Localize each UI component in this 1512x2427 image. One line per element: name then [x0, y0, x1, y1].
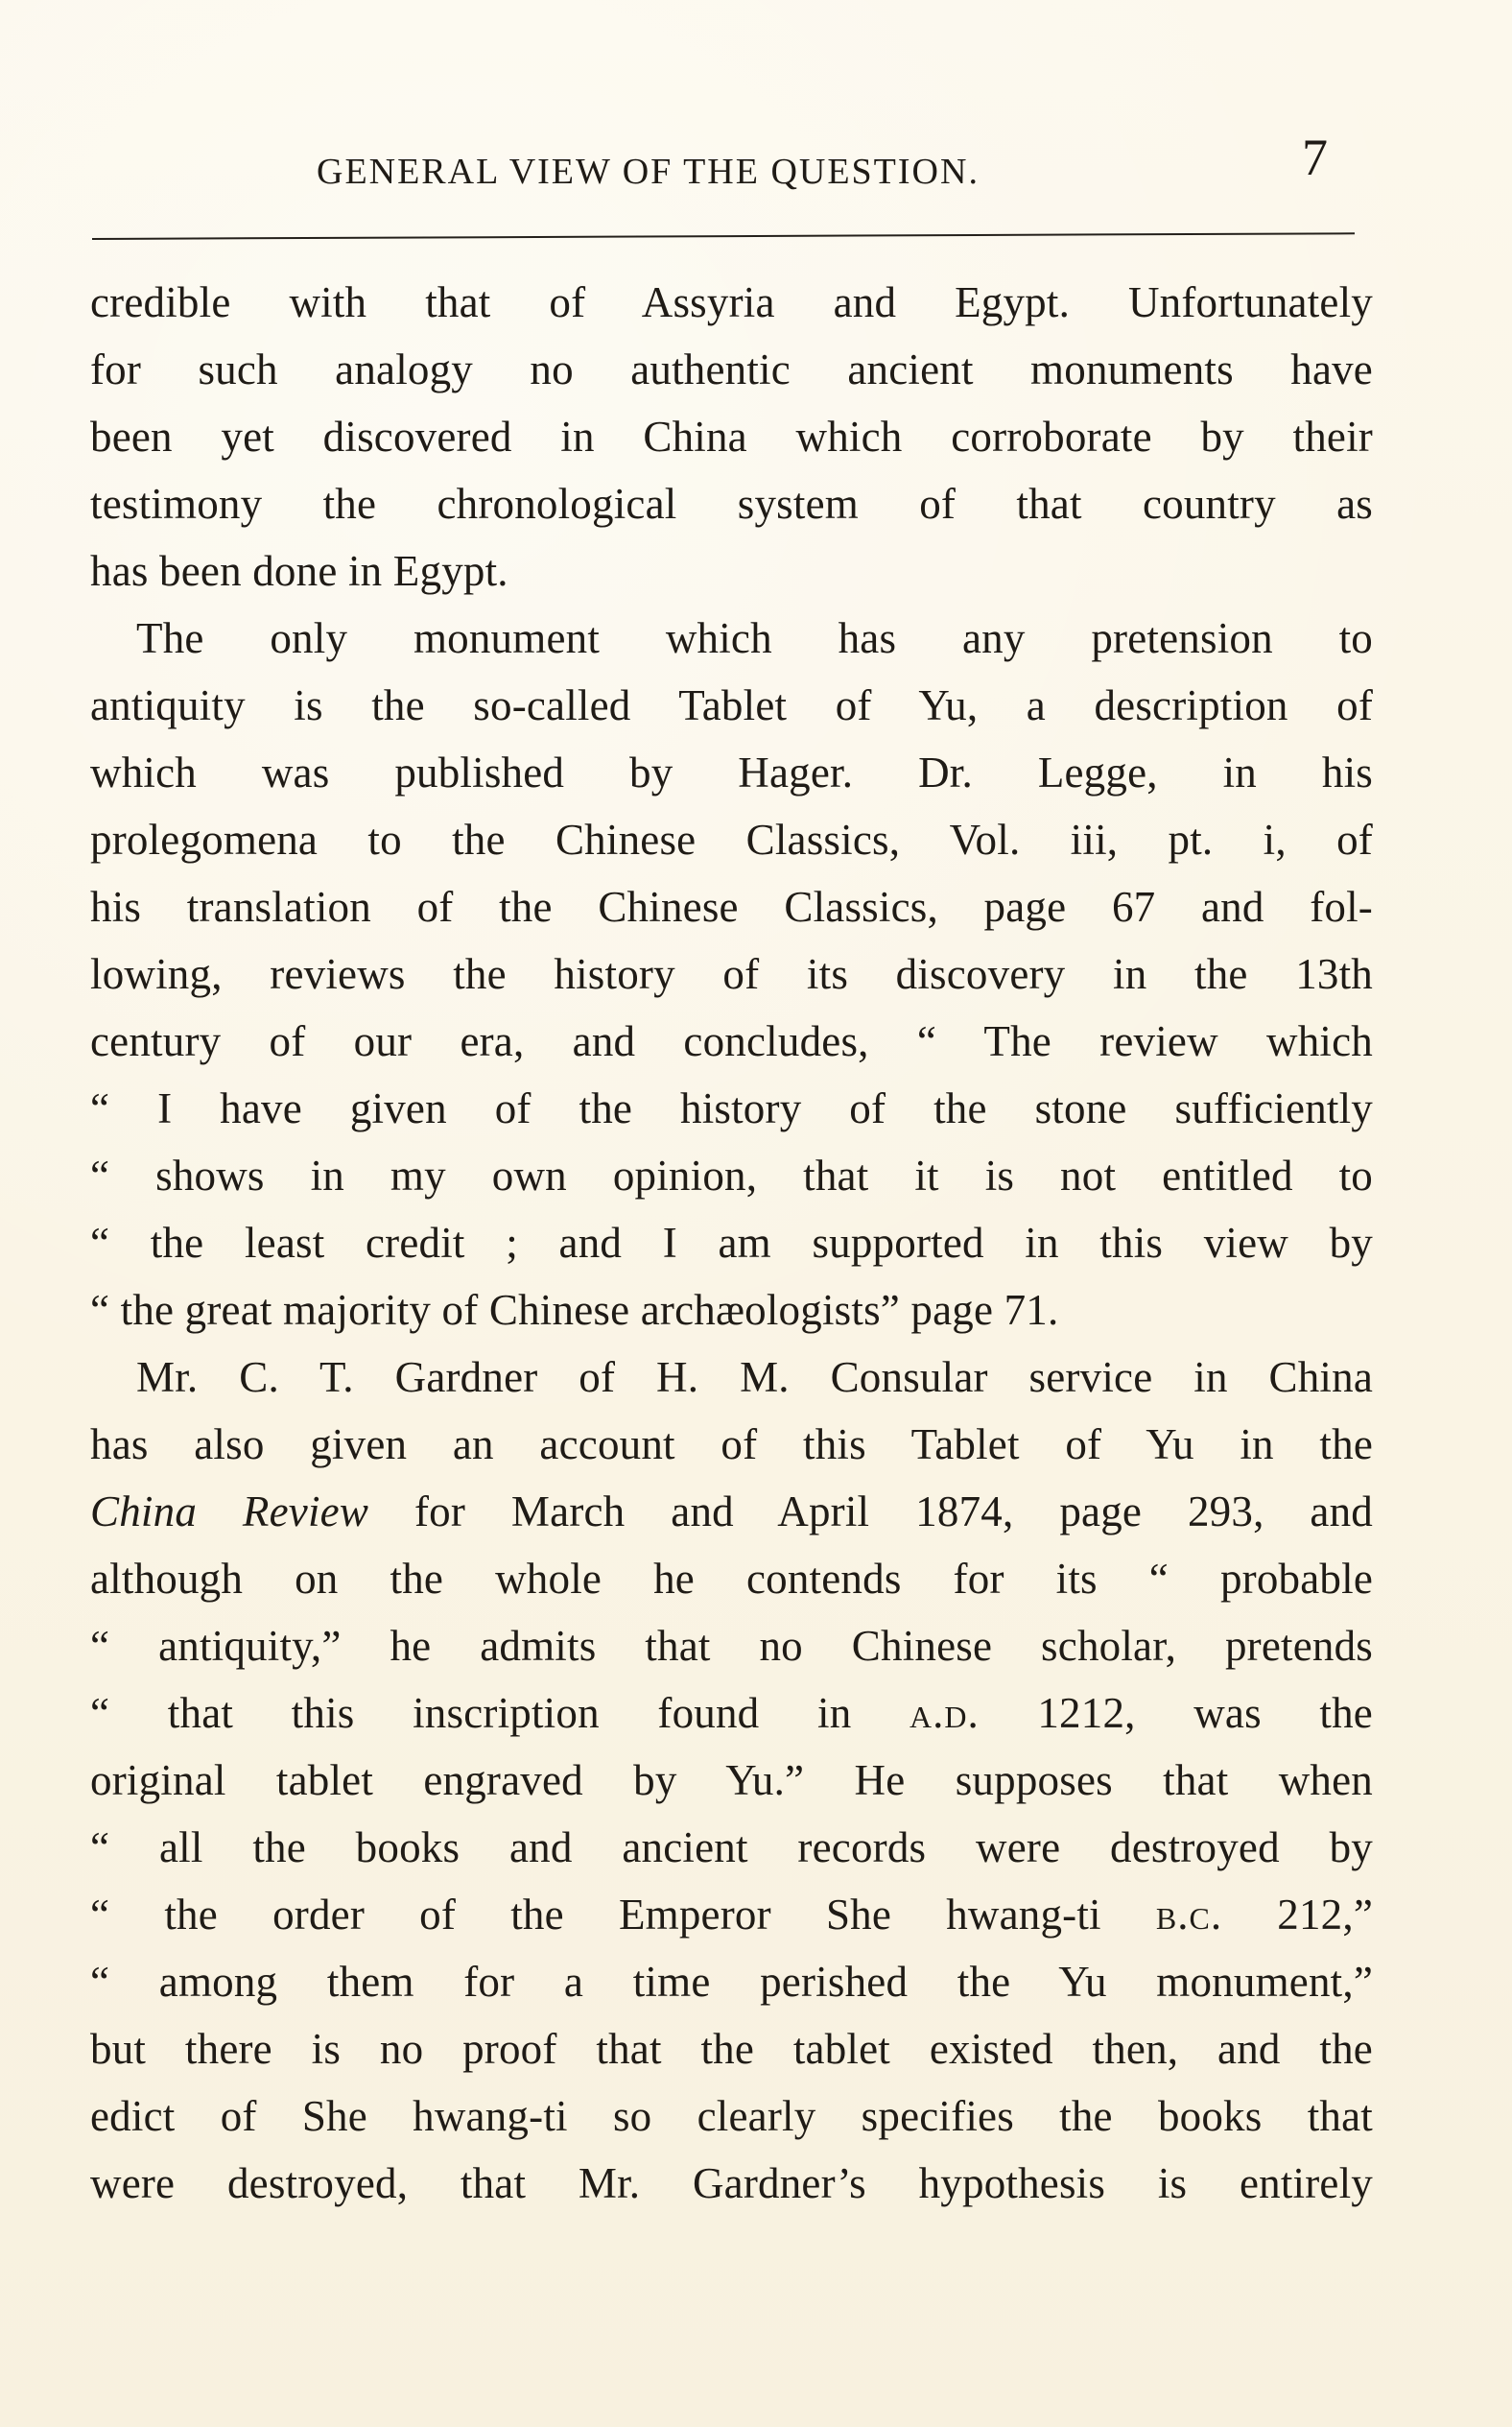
text-line: lowing, reviews the history of its discovery in the 13th — [90, 950, 1373, 998]
text-line: for such analogy no authentic ancient monuments have — [90, 345, 1373, 393]
text-line: antiquity is the so-called Tablet of Yu, a description of — [90, 681, 1373, 729]
text-segment: 1212, was the — [979, 1689, 1373, 1737]
text-line: but there is no proof that the tablet existed then, and the — [90, 2025, 1373, 2073]
text-line: “ all the books and ancient records were destroyed by — [90, 1823, 1373, 1871]
era-abbreviation: a.d. — [910, 1689, 980, 1737]
publication-title: China Review — [90, 1487, 369, 1535]
text-line: edict of She hwang-ti so clearly specifies the books that — [90, 2092, 1373, 2140]
text-line: “ antiquity,” he admits that no Chinese scholar, pretends — [90, 1622, 1373, 1670]
text-segment: “ that this inscription found in — [90, 1689, 910, 1737]
header-rule — [92, 232, 1355, 240]
text-line: which was published by Hager. Dr. Legge, in his — [90, 749, 1373, 797]
body-text — [90, 269, 1373, 2217]
page-number: 7 — [1302, 129, 1328, 186]
text-line: although on the whole he contends for its “ probable — [90, 1555, 1373, 1603]
era-abbreviation: b.c. — [1155, 1891, 1223, 1939]
running-title: GENERAL VIEW OF THE QUESTION. — [317, 152, 980, 192]
text-line: Mr. C. T. Gardner of H. M. Consular service in China — [136, 1353, 1373, 1401]
text-line: has also given an account of this Tablet of Yu in the — [90, 1420, 1373, 1468]
text-segment: “ the order of the Emperor She hwang-ti — [90, 1891, 1156, 1939]
text-line: The only monument which has any pretension to — [136, 614, 1373, 662]
running-head — [317, 129, 1334, 197]
text-line: his translation of the Chinese Classics, page 67 and fol- — [90, 883, 1373, 931]
text-line: testimony the chronological system of that country as — [90, 480, 1373, 528]
text-segment: for March and April 1874, page 293, and — [368, 1487, 1373, 1535]
text-line — [90, 1478, 1373, 1545]
text-line: “ the least credit ; and I am supported in this view by — [90, 1219, 1373, 1267]
text-line: been yet discovered in China which corroborate by their — [90, 413, 1373, 461]
text-line — [90, 1881, 1373, 1948]
text-line: century of our era, and concludes, “ The review which — [90, 1017, 1373, 1065]
text-line: prolegomena to the Chinese Classics, Vol. iii, pt. i, of — [90, 816, 1373, 864]
text-line: “ I have given of the history of the stone sufficiently — [90, 1084, 1373, 1132]
text-line: “ the great majority of Chinese archæologists” page 71. — [90, 1286, 1059, 1334]
text-line — [90, 1679, 1373, 1747]
text-line: were destroyed, that Mr. Gardner’s hypothesis is entirely — [90, 2159, 1373, 2207]
text-segment: 212,” — [1222, 1891, 1373, 1939]
text-line: “ among them for a time perished the Yu monument,” — [90, 1958, 1373, 2006]
text-line: credible with that of Assyria and Egypt. Unfortunately — [90, 278, 1373, 326]
text-line: has been done in Egypt. — [90, 547, 508, 595]
text-line: “ shows in my own opinion, that it is not entitled to — [90, 1152, 1373, 1200]
text-line: original tablet engraved by Yu.” He supposes that when — [90, 1756, 1373, 1804]
